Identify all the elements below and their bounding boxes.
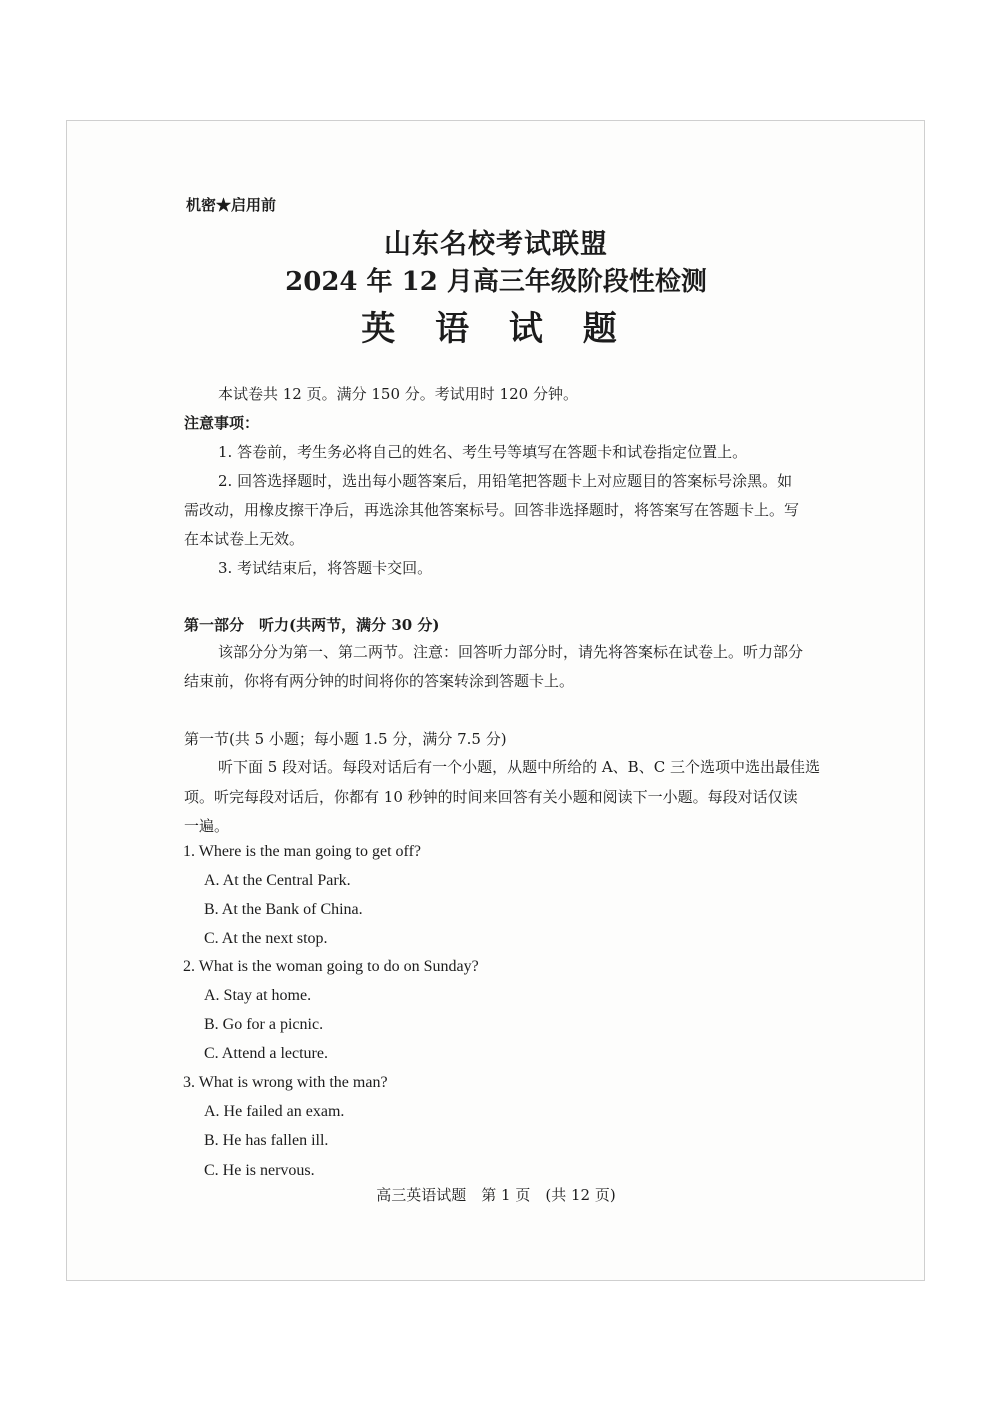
section1-desc-line-2: 项。听完每段对话后，你都有 10 秒钟的时间来回答有关小题和阅读下一小题。每段对话仅读 (184, 788, 798, 806)
question-2-option-c: C. Attend a lecture. (204, 1045, 328, 1062)
question-1-stem: 1. Where is the man going to get off? (183, 843, 422, 860)
page-footer: 高三英语试题 第 1 页 (共 12 页) (376, 1186, 616, 1204)
subject-title: 英 语 试 题 (361, 309, 631, 349)
question-3-stem: 3. What is wrong with the man? (183, 1074, 388, 1091)
question-1-option-c: C. At the next stop. (204, 930, 328, 947)
section1-title: 第一节(共 5 小题；每小题 1.5 分，满分 7.5 分) (184, 730, 507, 748)
exam-title: 2024 年 12 月高三年级阶段性检测 (285, 267, 707, 297)
notes-title: 注意事项： (184, 414, 260, 432)
question-3-option-c: C. He is nervous. (204, 1162, 315, 1179)
question-2-stem: 2. What is the woman going to do on Sunday? (183, 958, 479, 975)
note-item-2-line-2: 需改动，用橡皮擦干净后，再选涂其他答案标号。回答非选择题时，将答案写在答题卡上。写 (184, 501, 800, 519)
note-item-1: 1. 答卷前，考生务必将自己的姓名、考生号等填写在答题卡和试卷指定位置上。 (218, 443, 748, 461)
question-3-option-b: B. He has fallen ill. (204, 1132, 329, 1149)
section1-desc-line-3: 一遍。 (184, 817, 230, 835)
organizer-title: 山东名校考试联盟 (384, 229, 608, 260)
question-2-option-a: A. Stay at home. (204, 987, 312, 1004)
section1-desc-line-1: 听下面 5 段对话。每段对话后有一个小题，从题中所给的 A、B、C 三个选项中选出最佳选 (218, 758, 820, 776)
note-item-2-line-1: 2. 回答选择题时，选出每小题答案后，用铅笔把答题卡上对应题目的答案标号涂黑。如 (218, 472, 793, 490)
note-item-3: 3. 考试结束后，将答题卡交回。 (218, 559, 433, 577)
confidential-label: 机密★启用前 (186, 196, 277, 214)
intro-text: 本试卷共 12 页。满分 150 分。考试用时 120 分钟。 (218, 385, 578, 403)
question-3-option-a: A. He failed an exam. (204, 1103, 345, 1120)
question-1-option-a: A. At the Central Park. (204, 872, 351, 889)
part1-desc-line-2: 结束前，你将有两分钟的时间将你的答案转涂到答题卡上。 (184, 672, 575, 690)
note-item-2-line-3: 在本试卷上无效。 (184, 530, 305, 548)
part1-desc-line-1: 该部分分为第一、第二两节。注意：回答听力部分时，请先将答案标在试卷上。听力部分 (218, 643, 804, 661)
question-2-option-b: B. Go for a picnic. (204, 1016, 324, 1033)
part1-title: 第一部分 听力(共两节，满分 30 分) (184, 616, 440, 634)
question-1-option-b: B. At the Bank of China. (204, 901, 363, 918)
